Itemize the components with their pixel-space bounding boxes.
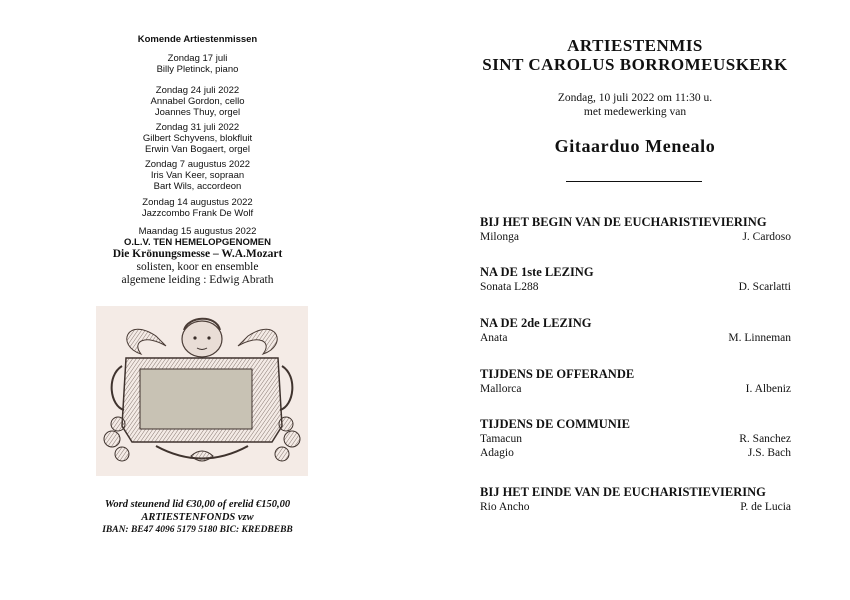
mass-performer: Annabel Gordon, cello bbox=[150, 96, 245, 107]
section-heading: TIJDENS DE COMMUNIE bbox=[480, 417, 631, 431]
upcoming-title: Komende Artiestenmissen bbox=[137, 34, 258, 45]
mass-item bbox=[80, 197, 315, 219]
program-title: ARTIESTENMIS bbox=[567, 36, 703, 55]
special-feast: O.L.V. TEN HEMELOPGENOMEN bbox=[124, 237, 271, 248]
piece-row bbox=[480, 500, 791, 514]
mass-performer: Billy Pletinck, piano bbox=[156, 64, 239, 75]
section-heading: TIJDENS DE OFFERANDE bbox=[480, 367, 635, 381]
piece-title: Sonata L288 bbox=[480, 281, 539, 293]
special-performers: solisten, koor en ensemble bbox=[136, 261, 259, 273]
mass-date: Zondag 17 juli bbox=[167, 53, 228, 64]
support-notice bbox=[80, 498, 315, 537]
date-block bbox=[480, 91, 790, 119]
piece-row bbox=[480, 230, 791, 244]
mass-performer: Jazzcombo Frank De Wolf bbox=[141, 208, 254, 219]
mass-performer: Iris Van Keer, sopraan bbox=[150, 170, 245, 181]
mass-date: Zondag 14 augustus 2022 bbox=[142, 197, 253, 208]
mass-item bbox=[80, 53, 315, 75]
program-section bbox=[480, 367, 791, 396]
piece-composer: M. Linneman bbox=[728, 332, 791, 344]
piece-title: Mallorca bbox=[480, 383, 522, 395]
section-heading: NA DE 2de LEZING bbox=[480, 316, 592, 330]
mass-datetime: Zondag, 10 juli 2022 om 11:30 u. bbox=[557, 92, 713, 104]
mass-date: Zondag 24 juli 2022 bbox=[155, 85, 240, 96]
piece-composer: P. de Lucia bbox=[740, 501, 791, 513]
special-leader: algemene leiding : Edwig Abrath bbox=[121, 274, 274, 286]
mass-performer: Erwin Van Bogaert, orgel bbox=[145, 144, 250, 155]
piece-composer: J. Cardoso bbox=[742, 231, 791, 243]
mass-performer: Joannes Thuy, orgel bbox=[154, 107, 241, 118]
piece-composer: I. Albeniz bbox=[745, 383, 791, 395]
program-section bbox=[480, 215, 791, 244]
piece-title: Tamacun bbox=[480, 433, 522, 445]
section-heading: BIJ HET BEGIN VAN DE EUCHARISTIEVIERING bbox=[480, 215, 767, 229]
piece-row bbox=[480, 382, 791, 396]
piece-composer: D. Scarlatti bbox=[738, 281, 791, 293]
section-heading: NA DE 1ste LEZING bbox=[480, 265, 594, 279]
section-heading: BIJ HET EINDE VAN DE EUCHARISTIEVIERING bbox=[480, 485, 766, 499]
piece-title: Anata bbox=[480, 332, 508, 344]
piece-composer: J.S. Bach bbox=[747, 447, 791, 459]
piece-row bbox=[480, 280, 791, 294]
piece-composer: R. Sanchez bbox=[739, 433, 791, 445]
bank-details: IBAN: BE47 4096 5179 5180 BIC: KREDBEBB bbox=[102, 525, 293, 535]
program-section bbox=[480, 316, 791, 345]
program-section bbox=[480, 417, 791, 460]
divider bbox=[566, 181, 702, 182]
program-section bbox=[480, 265, 791, 294]
church-name: SINT CAROLUS BORROMEUSKERK bbox=[482, 55, 788, 74]
membership-line: Word steunend lid €30,00 of erelid €150,00 bbox=[104, 499, 291, 510]
with-label: met medewerking van bbox=[583, 106, 687, 118]
mass-item bbox=[80, 85, 315, 118]
program-section bbox=[480, 485, 791, 514]
piece-title: Adagio bbox=[480, 447, 514, 459]
piece-title: Rio Ancho bbox=[480, 501, 530, 513]
fund-name: ARTIESTENFONDS vzw bbox=[141, 512, 254, 523]
special-mass bbox=[80, 226, 315, 287]
piece-row bbox=[480, 432, 791, 446]
piece-title: Milonga bbox=[480, 231, 519, 243]
special-date: Maandag 15 augustus 2022 bbox=[138, 226, 257, 237]
performer-name: Gitaarduo Menealo bbox=[554, 136, 716, 156]
mass-date: Zondag 7 augustus 2022 bbox=[144, 159, 251, 170]
mass-performer: Bart Wils, accordeon bbox=[153, 181, 242, 192]
mass-item bbox=[80, 122, 315, 155]
cherub-cartouche-engraving bbox=[96, 306, 308, 476]
mass-date: Zondag 31 juli 2022 bbox=[155, 122, 240, 133]
mass-performer: Gilbert Schyvens, blokfluit bbox=[142, 133, 253, 144]
piece-row bbox=[480, 446, 791, 460]
special-work: Die Krönungsmesse – W.A.Mozart bbox=[112, 248, 283, 260]
piece-row bbox=[480, 331, 791, 345]
mass-item bbox=[80, 159, 315, 192]
